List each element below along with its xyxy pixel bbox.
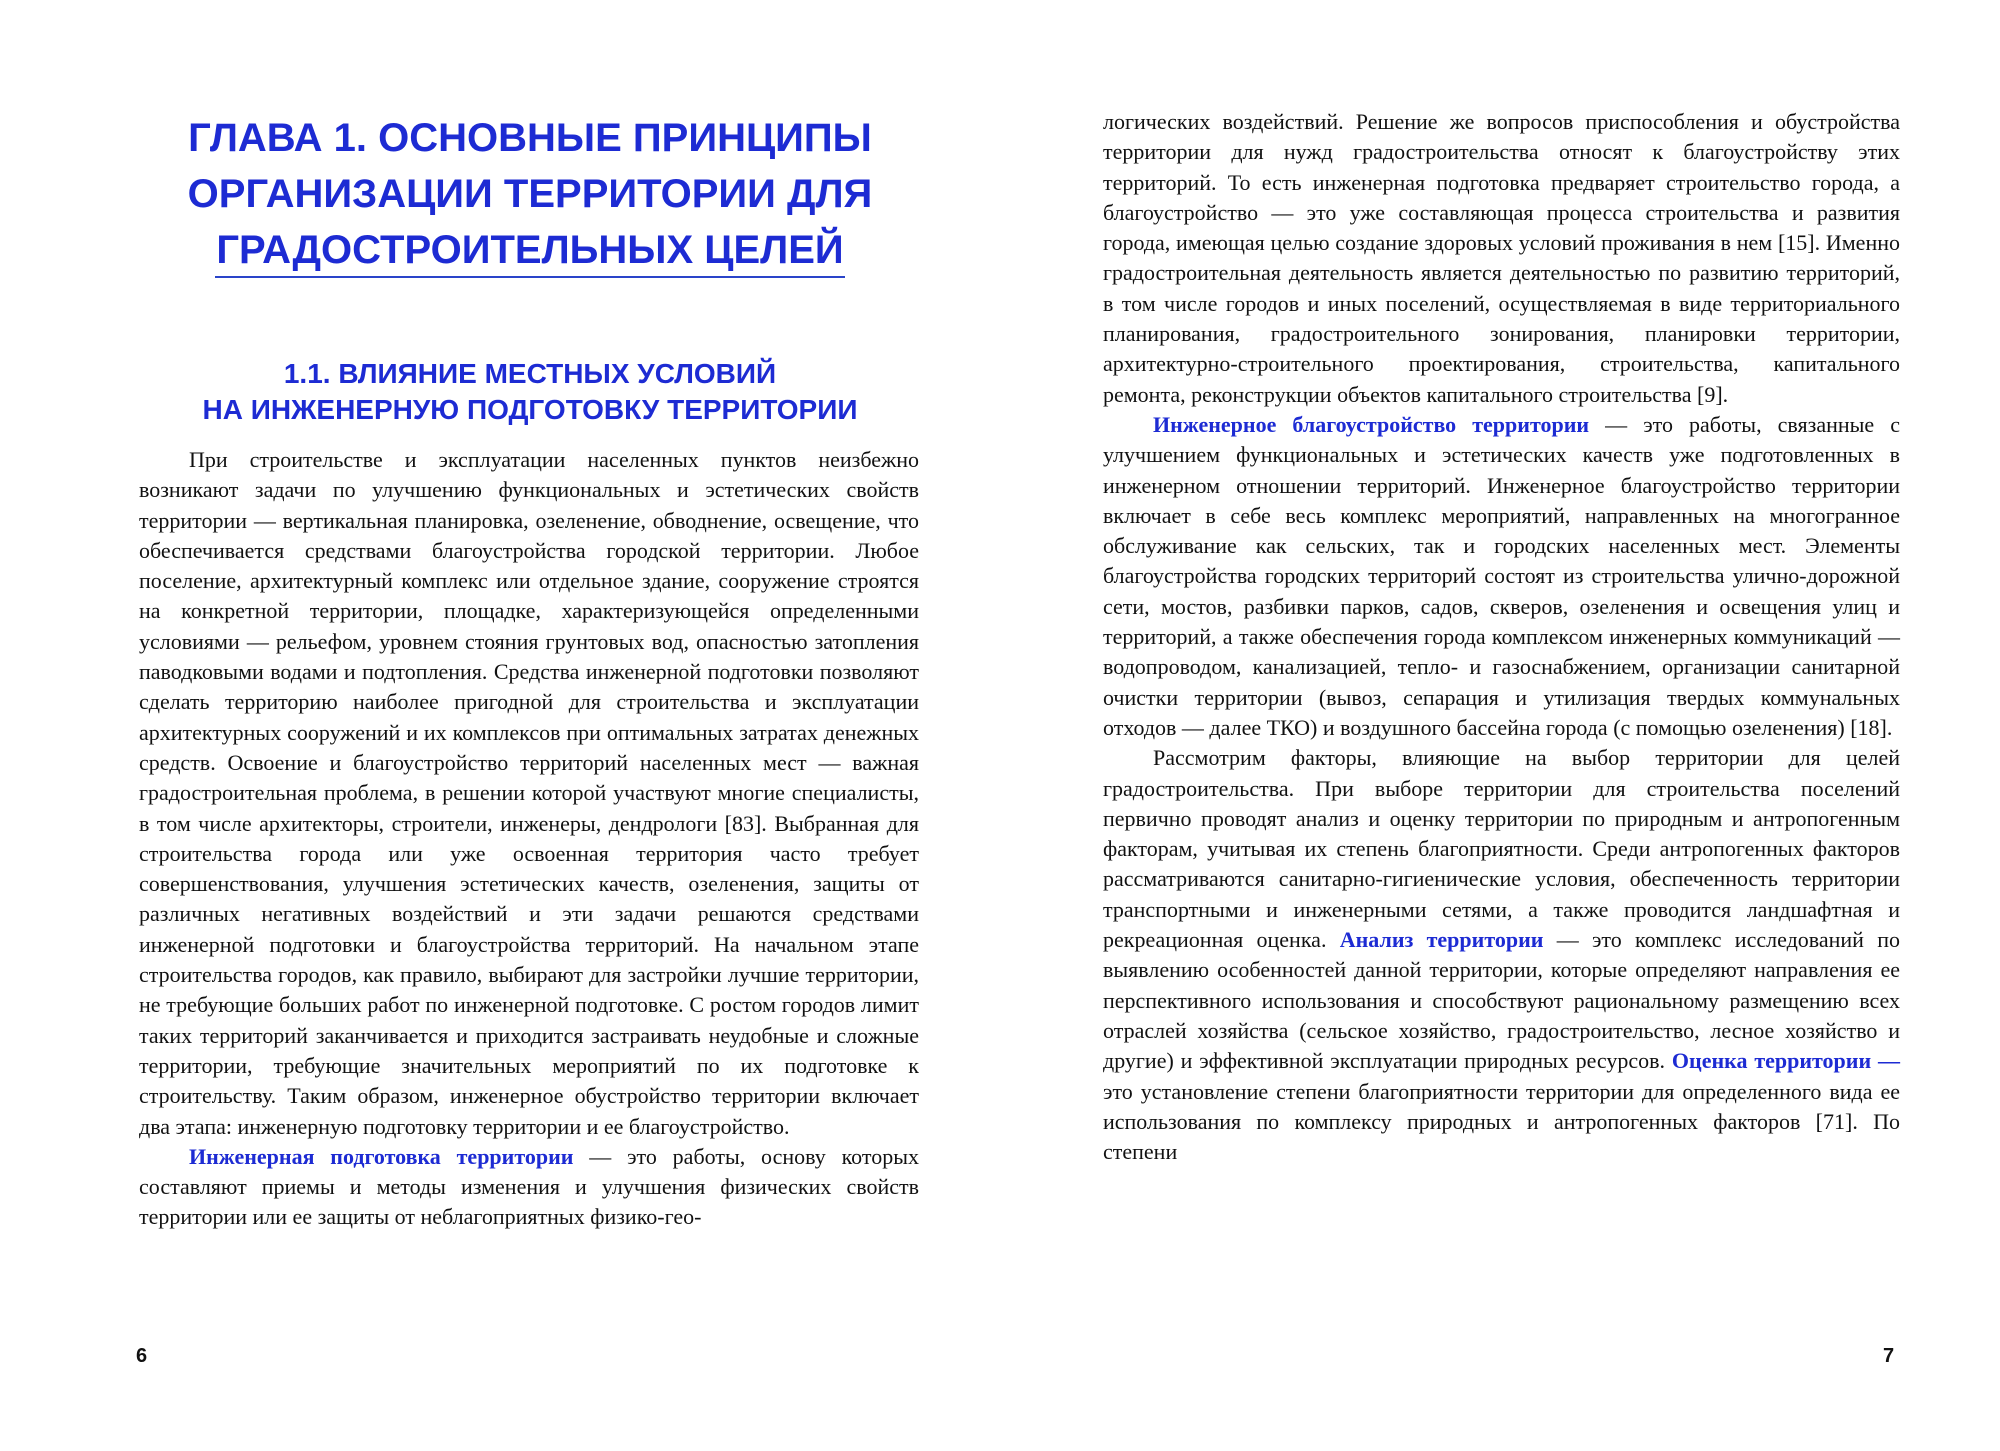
page-number-right: 7: [1883, 1345, 1895, 1367]
term-engineering-preparation: Инженерная подготовка территории: [189, 1143, 574, 1169]
right-paragraph-2: [1103, 410, 1900, 743]
chapter-title-underline: [215, 276, 845, 278]
term-engineering-improvement: Инженерное благоустройство территории: [1153, 411, 1590, 437]
section-title: [180, 356, 880, 428]
right-page: [1000, 0, 2000, 1451]
left-paragraph-2-text: — это работы, основу которых составляют приемы и методы изменения и улучшения физических свойств территории или ее защиты от неблагоприятных физико-гео-: [139, 1143, 919, 1230]
term-territory-assessment: Оценка территории —: [1671, 1048, 1900, 1074]
page-number-left: 6: [136, 1345, 148, 1367]
left-paragraph-1: При строительстве и эксплуатации населенных пунктов неизбежно возникают задачи по улучшению функциональных и эстетических свойств территории — вертикальная планировка, озеленение, обводнение, освещение, что обеспечивается средствами благоустройства городской территории. Любое поселение, архитектурный комплекс или отдельное здание, сооружение строятся на конкретной территории, площадке, характеризующейся определенными условиями — рельефом, уровнем стояния грунтовых вод, опасностью затопления паводковыми водами и подтопления. Средства инженерной подготовки позволяют сделать территорию наиболее пригодной для строительства и эксплуатации архитектурных сооружений и их комплексов при оптимальных затратах денежных средств. Освоение и благоустройство территорий населенных мест — важная градостроительная проблема, в решении которой участвуют многие специалисты, в том числе архитекторы, строители, инженеры, дендрологи [83]. Выбранная для строительства города или уже освоенная территория часто требует совершенствования, улучшения эстетических качеств, озеленения, защиты от различных негативных воздействий и эти задачи решаются средствами инженерной подготовки и благоустройства территорий. На начальном этапе строительства городов, как правило, выбирают для застройки лучшие территории, не требующие больших работ по инженерной подготовке. С ростом городов лимит таких территорий заканчивается и приходится застраивать неудобные и сложные территории, требующие значительных мероприятий по их подготовке к строительству. Таким образом, инженерное обустройство территории включает два этапа: инженерную подготовку территории и ее благоустройство.: [139, 447, 919, 1139]
section-title-line1: 1.1. ВЛИЯНИЕ МЕСТНЫХ УСЛОВИЙ: [283, 358, 777, 389]
section-title-line2: НА ИНЖЕНЕРНУЮ ПОДГОТОВКУ ТЕРРИТОРИИ: [202, 394, 858, 425]
left-body-text: [139, 445, 919, 1233]
right-paragraph-1: логических воздействий. Решение же вопросов приспособления и обустройства территории для нужд градостроительства относят к благоустройству этих территорий. То есть инженерная подготовка предваряет строительство города, а благоустройство — это уже составляющая процесса строительства и развития города, имеющая целью создание здоровых условий проживания в нем [15]. Именно градостроительная деятельность является деятельностью по развитию территорий, в том числе городов и иных поселений, осуществляемая в виде территориального планирования, градостроительного зонирования, планировки территории, архитектурно-строительного проектирования, строительства, капитального ремонта, реконструкции объектов капитального строительства [9].: [1103, 109, 1900, 407]
left-paragraph-2: [139, 1142, 919, 1233]
term-territory-analysis: Анализ территории: [1339, 927, 1544, 953]
chapter-title: ГЛАВА 1. ОСНОВНЫЕ ПРИНЦИПЫ ОРГАНИЗАЦИИ ТЕРРИТОРИИ ДЛЯ ГРАДОСТРОИТЕЛЬНЫХ ЦЕЛЕЙ: [187, 116, 873, 272]
right-paragraph-3-start: Рассмотрим факторы, влияющие на выбор территории для целей градостроительства. При выборе территории для строительства поселений первично проводят анализ и оценку территории по природным и антропогенным факторам, учитывая их степень благоприятности. Среди антропогенных факторов рассматриваются санитарно-гигиенические условия, обеспеченность территории транспортными и инженерными сетями, а также проводится ландшафтная и рекреационная оценка.: [1103, 745, 1900, 953]
right-body-text: [1103, 107, 1900, 1167]
right-paragraph-3-end: это установление степени благоприятности территории для определенного вида ее использования по комплексу природных и антропогенных факторов [71]. По степени: [1103, 1078, 1900, 1165]
right-paragraph-3-mid: — это комплекс исследований по выявлению особенностей данной территории, которые определяют направления ее перспективного использования и способствуют рациональному размещению всех отраслей хозяйства (сельское хозяйство, градостроительство, лесное хозяйство и другие) и эффективной эксплуатации природных ресурсов.: [1103, 927, 1900, 1074]
right-paragraph-3: [1103, 743, 1900, 1167]
right-paragraph-2-text: — это работы, связанные с улучшением функциональных и эстетических качеств уже подготовленных в инженерном отношении территорий. Инженерное благоустройство территории включает в себе весь комплекс мероприятий, направленных на многогранное обслуживание как сельских, так и городских населенных мест. Элементы благоустройства городских территорий состоят из строительства улично-дорожной сети, мостов, разбивки парков, садов, скверов, озеленения и освещения улиц и территорий, а также обеспечения города комплексом инженерных коммуникаций — водопроводом, канализацией, тепло- и газоснабжением, организации санитарной очистки территории (вывоз, сепарация и утилизация твердых коммунальных отходов — далее ТКО) и воздушного бассейна города (с помощью озеленения) [18].: [1103, 411, 1900, 740]
